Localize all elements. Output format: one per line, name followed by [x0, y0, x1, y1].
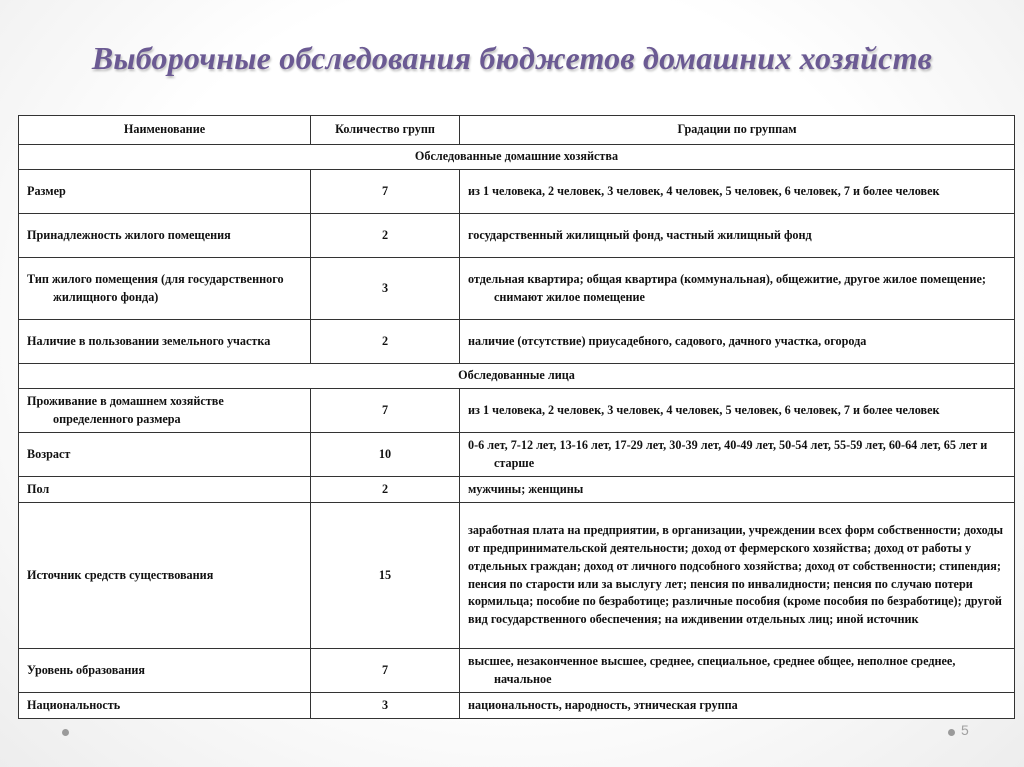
row-name: Пол: [19, 477, 311, 503]
row-count: 7: [311, 389, 460, 433]
row-gradations: наличие (отсутствие) приусадебного, садового, дачного участка, огорода: [460, 320, 1015, 364]
row-count: 10: [311, 433, 460, 477]
row-name: Уровень образования: [19, 649, 311, 693]
table-row: [19, 389, 1015, 433]
row-count: 3: [311, 693, 460, 719]
section-row: [19, 364, 1015, 389]
row-gradations: заработная плата на предприятии, в организации, учреждении всех форм собственности; доходы от предпринимательской деятельности; доход от фермерского хозяйства; доход от работы у отдельных граждан; доход от личного подсобного хозяйства; доход от собственности; стипендия; пенсия по старости или за выслугу лет; пенсия по инвалидности; пенсия по случаю потери кормильца; пособие по безработице; различные пособия (кроме пособия по безработице); другой вид государственного обеспечения; на иждивении отдельных лиц; иной источник: [460, 503, 1015, 649]
row-count: 3: [311, 258, 460, 320]
row-count: 15: [311, 503, 460, 649]
table-row: [19, 477, 1015, 503]
header-name: Наименование: [19, 116, 311, 145]
row-name: Наличие в пользовании земельного участка: [19, 320, 311, 364]
slide-title: Выборочные обследования бюджетов домашних хозяйств: [91, 40, 933, 76]
table-row: [19, 258, 1015, 320]
row-gradations: высшее, незаконченное высшее, среднее, специальное, среднее общее, неполное среднее, начальное: [460, 649, 1015, 693]
table-row: [19, 170, 1015, 214]
row-name: Проживание в домашнем хозяйстве определенного размера: [19, 389, 311, 433]
section-households: Обследованные домашние хозяйства: [19, 145, 1015, 170]
table-row: [19, 433, 1015, 477]
row-gradations: 0-6 лет, 7-12 лет, 13-16 лет, 17-29 лет, 30-39 лет, 40-49 лет, 50-54 лет, 55-59 лет, 60-64 лет, 65 лет и старше: [460, 433, 1015, 477]
table-row: [19, 503, 1015, 649]
row-name: Тип жилого помещения (для государственного жилищного фонда): [19, 258, 311, 320]
section-persons: Обследованные лица: [19, 364, 1015, 389]
row-gradations: из 1 человека, 2 человек, 3 человек, 4 человек, 5 человек, 6 человек, 7 и более человек: [460, 389, 1015, 433]
row-gradations: государственный жилищный фонд, частный жилищный фонд: [460, 214, 1015, 258]
row-name: Принадлежность жилого помещения: [19, 214, 311, 258]
row-gradations: национальность, народность, этническая группа: [460, 693, 1015, 719]
survey-table: [18, 115, 1015, 719]
header-count: Количество групп: [311, 116, 460, 145]
decorative-dot: [948, 729, 955, 736]
row-name: Размер: [19, 170, 311, 214]
row-name: Источник средств существования: [19, 503, 311, 649]
table-row: [19, 214, 1015, 258]
row-name: Национальность: [19, 693, 311, 719]
table-row: [19, 649, 1015, 693]
row-gradations: из 1 человека, 2 человек, 3 человек, 4 человек, 5 человек, 6 человек, 7 и более человек: [460, 170, 1015, 214]
row-count: 2: [311, 214, 460, 258]
row-count: 7: [311, 649, 460, 693]
table-row: [19, 693, 1015, 719]
row-count: 2: [311, 320, 460, 364]
row-count: 7: [311, 170, 460, 214]
decorative-dot: [62, 729, 69, 736]
section-row: [19, 145, 1015, 170]
row-name: Возраст: [19, 433, 311, 477]
row-gradations: мужчины; женщины: [460, 477, 1015, 503]
row-gradations: отдельная квартира; общая квартира (коммунальная), общежитие, другое жилое помещение; снимают жилое помещение: [460, 258, 1015, 320]
row-count: 2: [311, 477, 460, 503]
header-gradations: Градации по группам: [460, 116, 1015, 145]
table-row: [19, 320, 1015, 364]
table-header-row: [19, 116, 1015, 145]
page-number: 5: [961, 722, 969, 738]
